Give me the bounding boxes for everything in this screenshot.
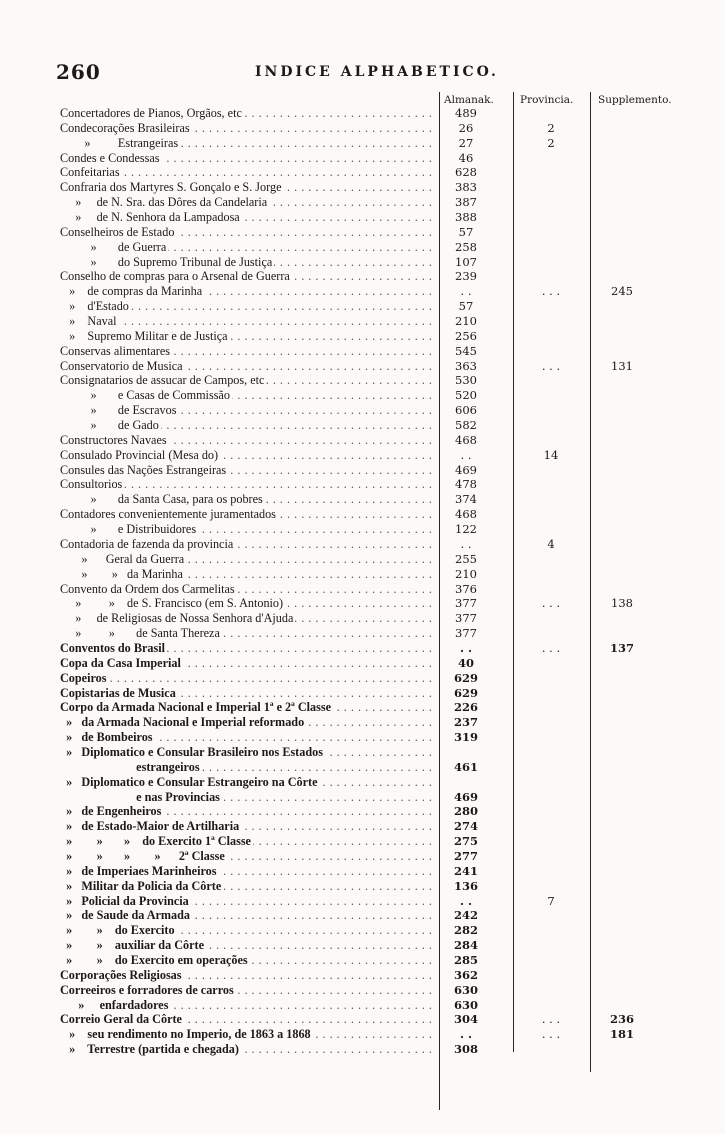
entry-label: Consules das Nações Estrangeiras . . . [60,463,438,478]
almanak-page: 27 [458,135,474,150]
column-header-almanak: Almanak. [444,94,494,106]
entry-label: » de compras da Marinha . . . [60,284,438,299]
entry-label: Consultorios . . . [60,477,438,492]
entry-label: Conventos do Brasil . . . [60,641,438,656]
almanak-page: 388 [455,210,477,225]
entry-label: Concertadores de Pianos, Orgãos, etc . . . [60,106,438,121]
entry-label: » Estrangeiras . . . [60,136,438,151]
almanak-page: 237 [453,715,478,730]
index-row [60,165,720,180]
almanak-page: 282 [453,923,478,938]
entry-label: » de Guerra . . . [60,240,438,255]
entry-label: » Policial da Provincia . . . [60,894,438,909]
index-row [60,255,720,270]
index-row [60,1012,720,1027]
index-row [60,388,720,403]
almanak-page: 256 [455,328,477,343]
index-row [60,537,720,552]
index-row [60,329,720,344]
supplemento-page: 131 [611,358,633,373]
almanak-page: 57 [458,299,474,314]
entry-label: » de Escravos . . . [60,403,438,418]
almanak-page: . . [459,640,472,655]
provincia-page: 4 [547,536,555,551]
almanak-page: 285 [453,952,478,967]
entry-label: » Diplomatico e Consular Estrangeiro na Côrte . . . [60,775,438,790]
almanak-page: . . [460,284,472,299]
index-row [60,775,720,790]
index-row [60,121,720,136]
entry-label: Confraria dos Martyres S. Gonçalo e S. Jorge . . . [60,180,438,195]
entry-label: » Naval . . . [60,314,438,329]
almanak-page: 319 [453,730,478,745]
entry-label: Corporações Religiosas . . . [60,968,438,983]
index-row [60,983,720,998]
entry-label: Condes e Condessas . . . [60,151,438,166]
entry-label: » de Imperiaes Marinheiros . . . [60,864,438,879]
column-header-provincia: Provincia. [520,94,574,106]
entry-label: » da Armada Nacional e Imperial reformado . . . [60,715,438,730]
almanak-page: 374 [455,492,477,507]
entry-label: Conselho de compras para o Arsenal de Guerra . . . [60,269,438,284]
index-row [60,700,720,715]
almanak-page: 630 [453,982,478,997]
entry-label: » Supremo Militar e de Justiça . . . [60,329,438,344]
index-row [60,582,720,597]
entry-label: » de Engenheiros . . . [60,804,438,819]
index-row [60,894,720,909]
supplemento-page: 181 [609,1027,634,1042]
index-row [60,849,720,864]
almanak-page: 377 [455,596,477,611]
index-row [60,864,720,879]
index-row [60,596,720,611]
entry-label: » de Estado-Maior de Artilharia . . . [60,819,438,834]
index-row [60,879,720,894]
page-title: INDICE ALPHABETICO. [255,64,499,80]
index-row [60,745,720,760]
index-row [60,552,720,567]
almanak-page: 275 [453,834,478,849]
almanak-page: 362 [453,967,478,982]
entry-label: » » do Exercito . . . [60,923,438,938]
almanak-page: 258 [455,239,477,254]
almanak-page: 46 [458,150,474,165]
almanak-page: 520 [455,388,477,403]
index-row [60,492,720,507]
index-row [60,641,720,656]
almanak-page: 255 [455,551,477,566]
almanak-page: 107 [455,254,477,269]
index-row [60,106,720,121]
entry-label: » » da Marinha . . . [60,567,438,582]
index-row [60,968,720,983]
index-row [60,373,720,388]
provincia-page: 7 [547,893,555,908]
almanak-page: 280 [453,804,478,819]
index-row [60,314,720,329]
entry-label: Copistarias de Musica . . . [60,686,438,701]
column-header-supplemento: Supplemento. [598,94,672,106]
entry-label: » » de S. Francisco (em S. Antonio) . . . [60,596,438,611]
entry-label: Constructores Navaes . . . [60,433,438,448]
provincia-page: 2 [547,120,555,135]
almanak-page: . . [460,536,472,551]
almanak-page: 304 [453,1012,478,1027]
supplemento-page: 236 [609,1012,634,1027]
almanak-page: 26 [458,120,474,135]
index-row [60,626,720,641]
entry-label: Correio Geral da Côrte . . . [60,1012,438,1027]
almanak-page: 530 [455,373,477,388]
almanak-page: 489 [455,106,477,120]
entry-label: » de Gado . . . [60,418,438,433]
entry-label: » d'Estado . . . [60,299,438,314]
provincia-page: 2 [547,135,555,150]
index-row [60,834,720,849]
entry-label: » e Distribuidores . . . [60,522,438,537]
entry-label: » da Santa Casa, para os pobres . . . [60,492,438,507]
provincia-page: . . . [541,358,561,373]
supplemento-page: 137 [609,640,634,655]
almanak-page: 469 [455,462,477,477]
entry-label: Condecorações Brasileiras . . . [60,121,438,136]
almanak-page: 363 [455,358,477,373]
entry-label: » Militar da Policia da Côrte . . . [60,879,438,894]
index-entries [60,106,720,1057]
entry-label: » enfardadores . . . [60,998,438,1013]
entry-label: Confeitarias . . . [60,165,438,180]
index-row [60,938,720,953]
entry-label: estrangeiros . . . [60,760,438,775]
index-row [60,819,720,834]
entry-label: » » auxiliar da Côrte . . . [60,938,438,953]
index-row [60,923,720,938]
almanak-page: 387 [455,195,477,210]
supplemento-page: 138 [611,596,633,611]
provincia-page: . . . [541,596,561,611]
index-row [60,284,720,299]
supplemento-page: 245 [611,284,633,299]
almanak-page: 628 [455,165,477,180]
entry-label: » e Casas de Commissão . . . [60,388,438,403]
almanak-page: 57 [458,224,474,239]
almanak-page: 629 [453,685,478,700]
entry-label: Consignatarios de assucar de Campos, etc . . . [60,373,438,388]
almanak-page: . . [459,893,472,908]
entry-label: » de Bombeiros . . . [60,730,438,745]
entry-label: » » » » 2ª Classe . . . [60,849,438,864]
entry-label: e nas Provincias . . . [60,790,438,805]
entry-label: » Terrestre (partida e chegada) . . . [60,1042,438,1057]
index-row [60,908,720,923]
index-row [60,225,720,240]
entry-label: » Geral da Guerra . . . [60,552,438,567]
almanak-page: 630 [453,997,478,1012]
entry-label: » de N. Sra. das Dôres da Candelaria . . . [60,195,438,210]
index-row [60,507,720,522]
index-row [60,344,720,359]
almanak-page: 461 [453,759,478,774]
index-row [60,953,720,968]
entry-label: Copeiros . . . [60,671,438,686]
index-row [60,567,720,582]
index-row [60,210,720,225]
entry-label: Conservatorio de Musica . . . [60,359,438,374]
index-row [60,760,720,775]
page-number: 260 [56,60,101,84]
almanak-page: 274 [453,819,478,834]
index-row [60,418,720,433]
almanak-page: 210 [455,314,477,329]
index-row [60,477,720,492]
index-row [60,686,720,701]
index-row [60,671,720,686]
index-row [60,195,720,210]
index-row [60,359,720,374]
index-row [60,180,720,195]
almanak-page: . . [459,1027,472,1042]
entry-label: » » de Santa Thereza . . . [60,626,438,641]
entry-label: Conselheiros de Estado . . . [60,225,438,240]
provincia-page: . . . [541,1012,561,1027]
almanak-page: 239 [455,269,477,284]
entry-label: » de Saude da Armada . . . [60,908,438,923]
index-row [60,269,720,284]
entry-label: » do Supremo Tribunal de Justiça . . . [60,255,438,270]
entry-label: » » » do Exercito 1ª Classe . . . [60,834,438,849]
almanak-page: 226 [453,700,478,715]
almanak-page: 469 [453,789,478,804]
almanak-page: 606 [455,403,477,418]
entry-label: » de Religiosas de Nossa Senhora d'Ajuda . . . [60,611,438,626]
almanak-page: 377 [455,611,477,626]
index-row [60,151,720,166]
index-row [60,1042,720,1057]
almanak-page: 468 [455,432,477,447]
index-row [60,715,720,730]
almanak-page: 478 [455,477,477,492]
provincia-page: . . . [541,284,561,299]
almanak-page: . . [460,447,472,462]
almanak-page: 284 [453,938,478,953]
almanak-page: 468 [455,507,477,522]
index-row [60,611,720,626]
index-row [60,656,720,671]
almanak-page: 241 [453,863,478,878]
almanak-page: 242 [453,908,478,923]
index-row [60,998,720,1013]
provincia-page: . . . [541,1027,561,1042]
provincia-page: . . . [541,640,561,655]
index-row [60,136,720,151]
provincia-page: 14 [543,447,559,462]
index-row [60,1027,720,1042]
almanak-page: 308 [453,1042,478,1057]
entry-label: Contadores convenientemente juramentados . . . [60,507,438,522]
almanak-page: 545 [455,343,477,358]
entry-label: Convento da Ordem dos Carmelitas . . . [60,582,438,597]
entry-label: Correeiros e forradores de carros . . . [60,983,438,998]
index-row [60,299,720,314]
index-row [60,448,720,463]
entry-label: » » do Exercito em operações . . . [60,953,438,968]
entry-label: Copa da Casa Imperial . . . [60,656,438,671]
entry-label: Contadoria de fazenda da provincia . . . [60,537,438,552]
almanak-page: 210 [455,566,477,581]
entry-label: Consulado Provincial (Mesa do) . . . [60,448,438,463]
index-row [60,522,720,537]
entry-label: » de N. Senhora da Lampadosa . . . [60,210,438,225]
entry-label: » seu rendimento no Imperio, de 1863 a 1868 . . . [60,1027,438,1042]
entry-label: » Diplomatico e Consular Brasileiro nos Estados . . . [60,745,438,760]
index-row [60,730,720,745]
almanak-page: 136 [453,878,478,893]
entry-label: Corpo da Armada Nacional e Imperial 1ª e 2ª Classe . . . [60,700,438,715]
almanak-page: 377 [455,626,477,641]
almanak-page: 582 [455,418,477,433]
almanak-page: 629 [453,670,478,685]
index-row [60,463,720,478]
index-row [60,433,720,448]
almanak-page: 277 [453,848,478,863]
index-row [60,804,720,819]
index-row [60,790,720,805]
index-row [60,240,720,255]
almanak-page: 122 [455,522,477,537]
index-row [60,403,720,418]
almanak-page: 40 [457,655,474,670]
entry-label: Conservas alimentares . . . [60,344,438,359]
almanak-page: 376 [455,581,477,596]
almanak-page: 383 [455,180,477,195]
